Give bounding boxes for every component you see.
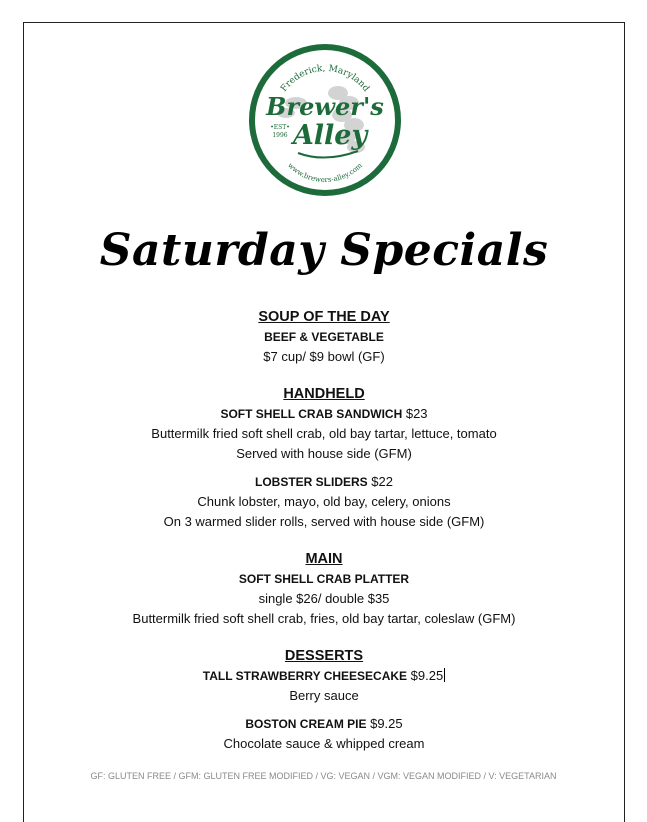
section-heading-main: MAIN [305,551,343,567]
page-title: Saturday Specials [99,225,549,276]
crab-sandwich-side: Served with house side (GFM) [236,446,412,461]
soup-price-line: $7 cup/ $9 bowl (GF) [263,349,385,364]
logo-est-label: •EST• [270,124,290,131]
cream-pie-price: $9.25 [366,716,403,731]
soup-item-name: BEEF & VEGETABLE [264,330,384,344]
cheesecake-desc: Berry sauce [289,688,359,703]
section-heading-handheld: HANDHELD [283,386,365,402]
crab-sandwich-price: $23 [402,406,428,421]
logo-name-line1: Brewer's [266,92,384,121]
cheesecake-price: $9.25 [407,668,444,683]
crab-sandwich-name: SOFT SHELL CRAB SANDWICH [220,407,403,421]
document-page [23,22,625,822]
cheesecake-name: TALL STRAWBERRY CHEESECAKE [202,669,408,683]
menu-content [24,307,624,754]
section-heading-soup: SOUP OF THE DAY [258,309,390,325]
cream-pie-name: BOSTON CREAM PIE [245,717,367,731]
lobster-sliders-name: LOBSTER SLIDERS [255,475,368,489]
section-heading-desserts: DESSERTS [284,648,364,664]
dietary-legend-footer: GF: GLUTEN FREE / GFM: GLUTEN FREE MODIFIED / VG: VEGAN / VGM: VEGAN MODIFIED / V: VEGETARIAN [90,771,557,781]
crab-platter-name: SOFT SHELL CRAB PLATTER [238,572,410,586]
crab-sandwich-desc: Buttermilk fried soft shell crab, old bay tartar, lettuce, tomato [151,426,497,441]
lobster-sliders-price: $22 [367,474,393,489]
logo-name-line2: Alley [292,120,368,151]
cream-pie-desc: Chocolate sauce & whipped cream [223,736,425,751]
lobster-sliders-side: On 3 warmed slider rolls, served with house side (GFM) [163,514,485,529]
logo-url-text: www.brewers-alley.com [286,161,364,185]
logo-top-text: Frederick, Maryland [279,63,371,94]
crab-platter-price: single $26/ double $35 [258,591,390,606]
lobster-sliders-desc: Chunk lobster, mayo, old bay, celery, onions [197,494,451,509]
brewers-alley-logo [246,41,404,199]
text-cursor [444,668,445,682]
crab-platter-desc: Buttermilk fried soft shell crab, fries, old bay tartar, coleslaw (GFM) [132,611,516,626]
logo-est-year: 1996 [272,132,288,139]
